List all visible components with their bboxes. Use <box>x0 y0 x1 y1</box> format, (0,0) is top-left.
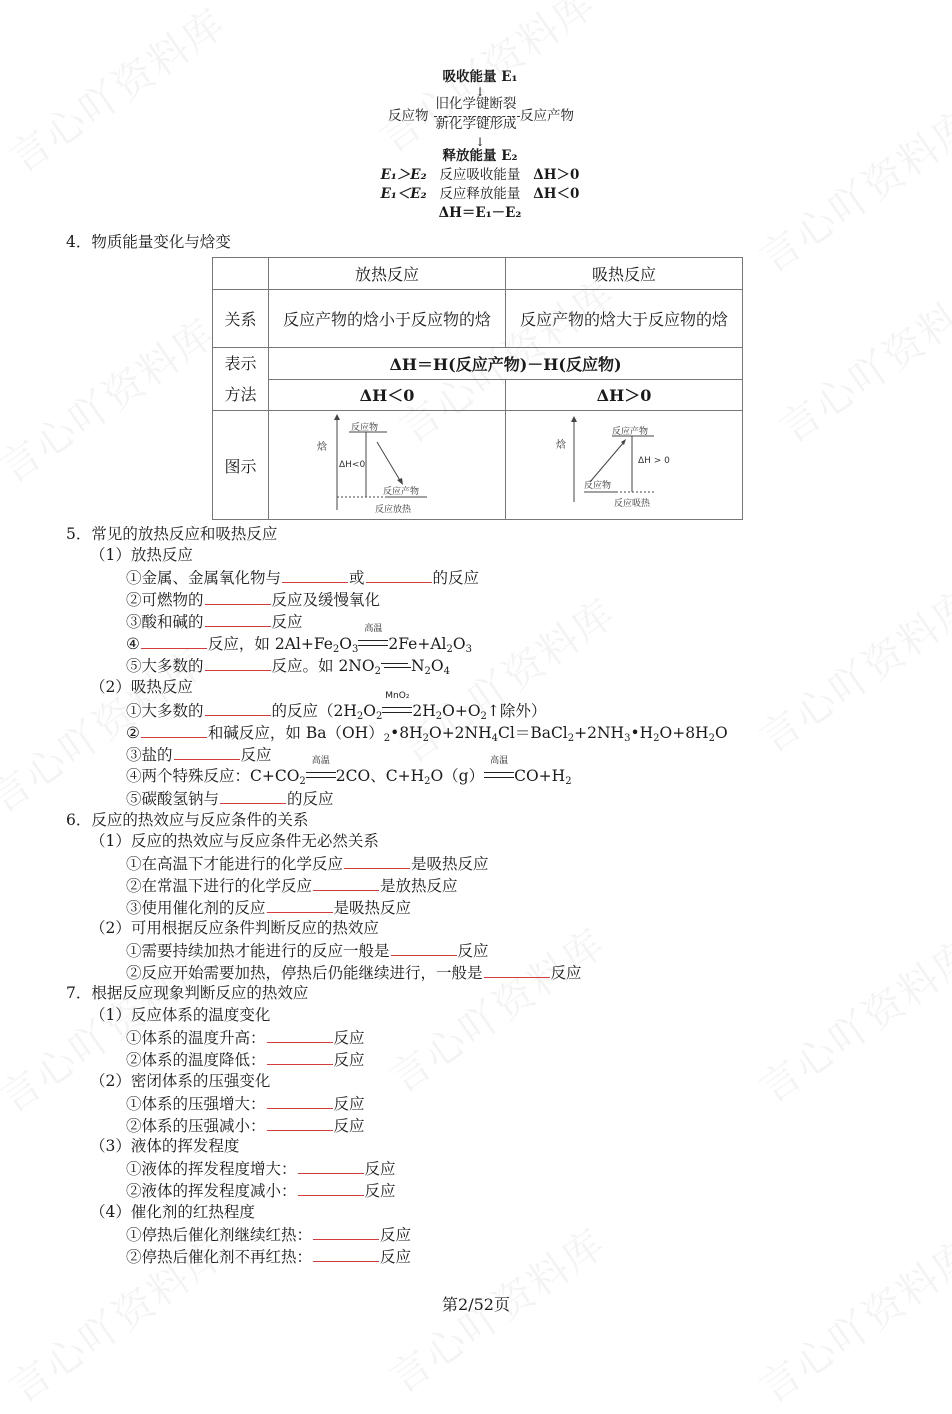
e-meaning: 反应吸收能量 <box>439 167 521 183</box>
down-arrow-icon: ↓ <box>474 135 486 149</box>
s7-item <box>126 1093 365 1114</box>
condition-high-temp <box>358 624 388 654</box>
endothermic-diagram <box>524 412 724 518</box>
text: 反应 <box>550 964 582 982</box>
text: ⑤碳酸氢钠与 <box>126 790 220 808</box>
method-label-1: 表示 <box>224 354 257 373</box>
condition-text: 高温 <box>311 756 330 766</box>
text: ④两个特殊反应：C+CO <box>126 767 300 785</box>
s7-item <box>126 1049 365 1070</box>
text: 反应 <box>380 1226 412 1244</box>
text: 反应 <box>333 1095 365 1113</box>
row-label-diagram: 图示 <box>213 411 269 520</box>
text: ①需要持续加热才能进行的反应一般是 <box>126 942 390 960</box>
method-sign-endo: ΔH＞0 <box>506 379 743 411</box>
text: 的反应 <box>432 569 480 587</box>
text: •H <box>630 724 654 742</box>
text: 2CO、C+H <box>335 767 425 785</box>
dh-formula: ΔH＝E₁－E₂ <box>438 205 522 221</box>
text: 是吸热反应 <box>411 855 489 873</box>
method-formula: ΔH＝H(反应产物)－H(反应物) <box>269 348 743 380</box>
s6-item-4 <box>126 940 489 961</box>
release-energy-label: 释放能量 E₂ <box>442 148 518 164</box>
condition-high-temp <box>306 756 336 786</box>
text: 2H <box>412 702 436 720</box>
section-5-title: 5．常见的放热反应和吸热反应 <box>66 525 278 543</box>
text: O+2NH <box>428 724 492 742</box>
text: ② <box>126 724 140 742</box>
blank <box>313 875 379 891</box>
text: 反应 <box>240 746 272 764</box>
bond-break-label: 旧化学键断裂 <box>435 96 517 112</box>
watermark <box>0 0 236 184</box>
text: 2Fe+Al <box>388 635 447 653</box>
text: ②停热后催化剂不再红热： <box>126 1248 313 1266</box>
exo-reactant-label: 反应物 <box>351 423 379 433</box>
condition-row-1 <box>370 166 590 185</box>
row-label-relation: 关系 <box>213 290 269 348</box>
text: 和碱反应，如 Ba（OH） <box>207 724 384 742</box>
e-compare: E₁＜E₂ <box>380 186 427 202</box>
text: 是吸热反应 <box>333 899 412 917</box>
diagram-endo-cell <box>506 411 743 520</box>
text: 是放热反应 <box>380 877 458 895</box>
text: 反应。如 2NO <box>271 657 375 675</box>
row-label-method <box>213 348 269 411</box>
section-7-title: 7．根据反应现象判断反应的热效应 <box>66 984 309 1002</box>
text: ⑤大多数的 <box>126 657 204 675</box>
header-endothermic: 吸热反应 <box>506 258 743 290</box>
text: Cl＝BaCl <box>498 724 568 742</box>
s7-group-4-title: （4）催化剂的红热程度 <box>90 1203 255 1221</box>
blank <box>282 567 348 583</box>
blank <box>298 1180 364 1196</box>
method-sign-exo: ΔH＜0 <box>269 379 506 411</box>
dh-sign: ΔH＜0 <box>533 186 580 202</box>
s6-item-2 <box>126 875 458 896</box>
text: 反应 <box>271 613 303 631</box>
blank <box>484 962 550 978</box>
blank <box>313 1224 379 1240</box>
text: 反应 <box>380 1248 412 1266</box>
endo-item-5 <box>126 788 334 809</box>
s7-item <box>126 1246 411 1267</box>
relation-endo: 反应产物的焓大于反应物的焓 <box>506 290 743 348</box>
condition-catalyst <box>382 691 412 721</box>
absorb-energy-label: 吸收能量 E₁ <box>442 69 518 85</box>
text: ③酸和碱的 <box>126 613 204 631</box>
blank <box>267 1027 333 1043</box>
exothermic-diagram <box>287 412 487 518</box>
text: ①体系的温度升高： <box>126 1029 266 1047</box>
subsection-6-1: （1）反应的热效应与反应条件无必然关系 <box>90 832 379 850</box>
exo-item-3 <box>126 611 303 632</box>
text: 反应 <box>333 1051 365 1069</box>
s7-item <box>126 1158 396 1179</box>
endo-product-label: 反应产物 <box>612 427 649 437</box>
watermark <box>746 573 952 764</box>
text: 或 <box>349 569 365 587</box>
bond-form-label: 新化学键形成 <box>435 116 517 132</box>
watermark <box>0 303 226 494</box>
blank <box>267 897 333 913</box>
text: 的反应 <box>287 790 334 808</box>
blank <box>205 611 271 627</box>
exo-caption: 反应放热 <box>375 505 412 515</box>
exo-item-4: ④ 反应，如 $2Al+Fe_2O_3$ 高温 $2Fe+Al_2O_3$ <box>126 624 472 655</box>
energy-flow-diagram <box>370 68 590 223</box>
blank <box>205 655 271 671</box>
down-arrow-icon: ↓ <box>474 85 486 99</box>
blank <box>141 722 207 738</box>
text: ①金属、金属氧化物与 <box>126 569 282 587</box>
s7-item <box>126 1115 365 1136</box>
text: ②体系的压强减小： <box>126 1117 266 1135</box>
s6-item-5 <box>126 962 582 983</box>
s7-group-3-title: （3）液体的挥发程度 <box>90 1137 240 1155</box>
blank <box>174 744 240 760</box>
subsection-endothermic: （2）吸热反应 <box>90 678 193 696</box>
product-label: 反应产物 <box>520 108 574 124</box>
condition-row-2 <box>370 185 590 204</box>
s7-group-2-title: （2）密闭体系的压强变化 <box>90 1072 271 1090</box>
blank <box>366 567 432 583</box>
text: ①液体的挥发程度增大： <box>126 1160 297 1178</box>
watermark <box>766 263 952 454</box>
text: ②体系的温度降低： <box>126 1051 266 1069</box>
section-4-title: 4．物质能量变化与焓变 <box>66 233 231 251</box>
endo-item-1: ①大多数的 的反应（$2H_2O_2$ MnO₂ $2H_2O+O_2↑$除外） <box>126 691 547 722</box>
s7-group-1-title: （1）反应体系的温度变化 <box>90 1006 271 1024</box>
endo-reactant-label: 反应物 <box>584 481 612 491</box>
blank <box>267 1049 333 1065</box>
blank <box>391 940 457 956</box>
blank <box>313 1246 379 1262</box>
blank <box>205 700 271 716</box>
subsection-exothermic: （1）放热反应 <box>90 546 193 564</box>
subsection-6-2: （2）可用根据反应条件判断反应的热效应 <box>90 919 379 937</box>
watermark <box>386 583 625 774</box>
text: O（g） <box>430 767 485 785</box>
header-exothermic: 放热反应 <box>269 258 506 290</box>
text: ②液体的挥发程度减小： <box>126 1182 297 1200</box>
text: ↑除外） <box>486 702 547 720</box>
header-empty <box>213 258 269 290</box>
condition-text: 高温 <box>490 756 509 766</box>
text: CO+H <box>514 767 566 785</box>
text: 反应 <box>364 1160 396 1178</box>
text: ④ <box>126 635 140 653</box>
s7-item <box>126 1224 411 1245</box>
s7-item <box>126 1180 396 1201</box>
text: ①停热后催化剂继续红热： <box>126 1226 313 1244</box>
text: N <box>410 657 425 675</box>
e-meaning: 反应释放能量 <box>439 186 521 202</box>
exo-item-1 <box>126 567 479 588</box>
endo-item-2: ② 和碱反应，如 $Ba(OH)_2•8H_2O+2NH_4Cl=BaCl_2+2NH_3•H_2O+8H_2O$ <box>126 724 728 744</box>
watermark <box>746 1223 952 1414</box>
s7-item <box>126 1027 365 1048</box>
text: +2NH <box>574 724 625 742</box>
text: ①大多数的 <box>126 702 204 720</box>
condition-text: 高温 <box>364 624 383 634</box>
blank <box>205 589 271 605</box>
text: 反应 <box>457 942 489 960</box>
text: 反应，如 2Al+Fe <box>207 635 333 653</box>
blank <box>220 788 286 804</box>
text: O <box>714 724 728 742</box>
condition-high-temp <box>484 756 514 786</box>
s6-item-1 <box>126 853 489 874</box>
s6-item-3 <box>126 897 411 918</box>
endo-item-3 <box>126 744 272 765</box>
blank <box>298 1158 364 1174</box>
text: 反应 <box>333 1117 365 1135</box>
exo-item-5: ⑤大多数的 反应。如 $2NO_2$ $N_2O_4$ <box>126 657 450 677</box>
section-6-title: 6．反应的热效应与反应条件的关系 <box>66 811 309 829</box>
text: ①体系的压强增大： <box>126 1095 266 1113</box>
endo-delta-label: ΔH > 0 <box>638 456 670 466</box>
equilibrium-arrow-icon <box>381 662 411 670</box>
enthalpy-axis-label: 焓 <box>317 442 327 453</box>
watermark <box>746 923 952 1114</box>
text: 反应 <box>364 1182 396 1200</box>
diagram-exo-cell <box>269 411 506 520</box>
e-compare: E₁＞E₂ <box>380 167 427 183</box>
blank <box>344 853 410 869</box>
watermark <box>746 93 952 284</box>
text: ②在常温下进行的化学反应 <box>126 877 313 895</box>
condition-text: MnO₂ <box>385 691 410 701</box>
blank <box>267 1115 333 1131</box>
text: 反应 <box>333 1029 365 1047</box>
exo-delta-label: ΔH<0 <box>339 460 366 470</box>
text: O+O <box>442 702 481 720</box>
blank <box>141 633 207 649</box>
enthalpy-axis-label: 焓 <box>556 440 566 451</box>
enthalpy-table <box>212 257 743 520</box>
text: ②反应开始需要加热，停热后仍能继续进行，一般是 <box>126 964 483 982</box>
text: ③盐的 <box>126 746 173 764</box>
text: 反应及缓慢氧化 <box>271 591 381 609</box>
exo-product-label: 反应产物 <box>383 487 420 497</box>
endo-item-4: ④两个特殊反应：$C+CO_2$ 高温 2CO、$C+H_2O(g)$ 高温 $CO+H_2$ <box>126 756 572 787</box>
text: 的反应（2H <box>271 702 357 720</box>
text: •8H <box>390 724 423 742</box>
text: ①在高温下才能进行的化学反应 <box>126 855 344 873</box>
text: ②可燃物的 <box>126 591 204 609</box>
relation-exo: 反应产物的焓小于反应物的焓 <box>269 290 506 348</box>
endo-caption: 反应吸热 <box>614 499 651 509</box>
dh-sign: ΔH＞0 <box>533 167 580 183</box>
method-label-2: 方法 <box>224 385 257 404</box>
exo-item-2 <box>126 589 380 610</box>
blank <box>267 1093 333 1109</box>
text: O+8H <box>659 724 709 742</box>
bond-change-row <box>370 97 590 137</box>
text: ③使用催化剂的反应 <box>126 899 266 917</box>
reactant-label: 反应物 <box>388 108 429 124</box>
page-number: 第2/52页 <box>442 1295 510 1314</box>
